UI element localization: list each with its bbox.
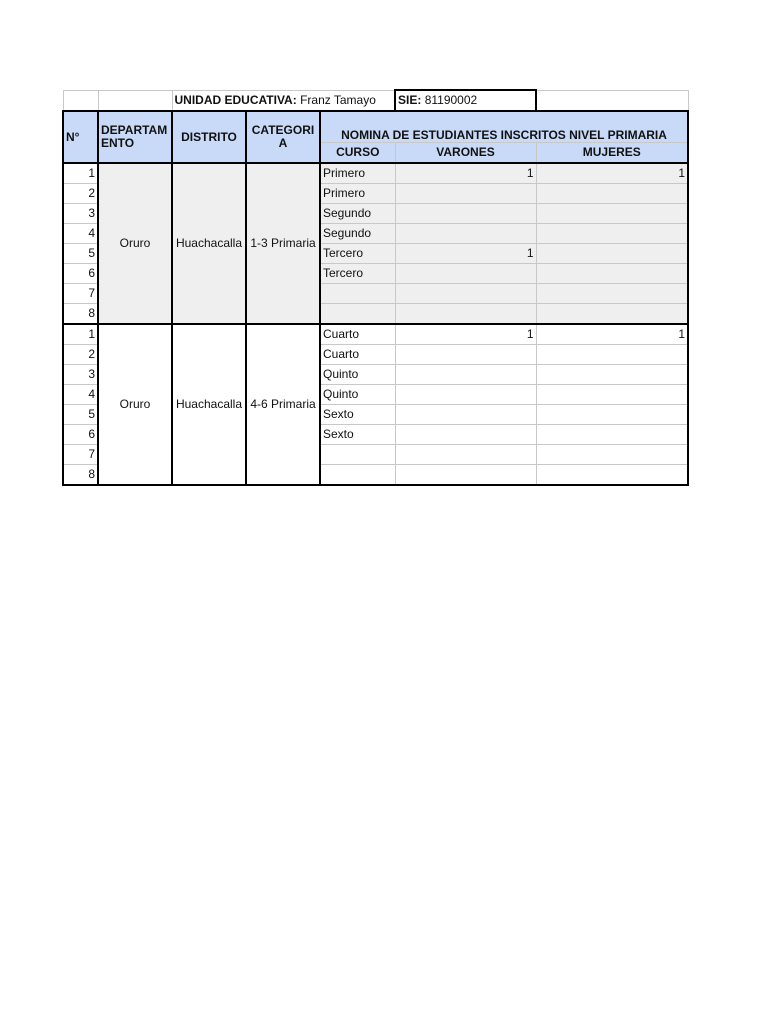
mujeres-cell [536,184,688,204]
row-number-cell: 5 [63,405,98,425]
mujeres-cell [536,284,688,304]
categoria-cell: 4-6 Primaria [246,324,320,485]
row-number-cell: 4 [63,385,98,405]
curso-cell: Sexto [320,405,395,425]
varones-cell [395,425,536,445]
curso-cell: Segundo [320,204,395,224]
mujeres-cell: 1 [536,163,688,184]
varones-cell [395,365,536,385]
school-label: UNIDAD EDUCATIVA: [174,92,297,107]
distrito-cell: Huachacalla [172,324,246,485]
departamento-cell: Oruro [98,163,172,324]
row-number-cell: 3 [63,365,98,385]
varones-cell: 1 [395,244,536,264]
varones-cell [395,304,536,325]
mujeres-cell [536,425,688,445]
mujeres-header: MUJERES [536,143,688,164]
varones-header: VARONES [395,143,536,164]
mujeres-cell [536,465,688,486]
mujeres-cell [536,405,688,425]
varones-cell [395,345,536,365]
row-number-cell: 2 [63,345,98,365]
table-row [63,324,688,345]
varones-cell: 1 [395,324,536,345]
curso-cell: Primero [320,163,395,184]
enrollment-sheet [62,89,687,486]
curso-cell [320,284,395,304]
mujeres-cell: 1 [536,324,688,345]
row-number-cell: 6 [63,264,98,284]
row-number-cell: 8 [63,304,98,325]
mujeres-cell [536,345,688,365]
varones-cell [395,204,536,224]
sie-code: 81190002 [424,93,478,107]
curso-cell: Segundo [320,224,395,244]
sie-label: SIE: [398,93,422,107]
row-number-cell: 7 [63,445,98,465]
categoria-cell: 1-3 Primaria [246,163,320,324]
curso-cell: Tercero [320,264,395,284]
school-info-row [63,90,688,111]
curso-cell: Tercero [320,244,395,264]
curso-cell [320,304,395,325]
sie-cell [395,90,536,111]
mujeres-cell [536,204,688,224]
school-name: Franz Tamayo [300,92,376,107]
curso-cell [320,445,395,465]
mujeres-cell [536,264,688,284]
blank-cell [63,90,98,111]
enrollment-table [62,89,689,486]
nomina-header: NOMINA DE ESTUDIANTES INSCRITOS NIVEL PRIMARIA [320,111,688,143]
blank-cell [98,90,172,111]
distrito-cell: Huachacalla [172,163,246,324]
mujeres-cell [536,365,688,385]
table-row [63,163,688,184]
row-number-cell: 5 [63,244,98,264]
curso-cell: Quinto [320,385,395,405]
categoria-header: CATEGORIA [246,111,320,163]
blank-cell [536,90,688,111]
varones-cell [395,385,536,405]
school-name-cell [172,90,395,111]
mujeres-cell [536,304,688,325]
varones-cell [395,284,536,304]
row-number-cell: 6 [63,425,98,445]
curso-cell [320,465,395,486]
header-row-1 [63,111,688,143]
row-number-cell: 2 [63,184,98,204]
varones-cell [395,224,536,244]
varones-cell [395,465,536,486]
varones-cell: 1 [395,163,536,184]
varones-cell [395,184,536,204]
row-number-cell: 8 [63,465,98,486]
distrito-header: DISTRITO [172,111,246,163]
varones-cell [395,445,536,465]
row-number-cell: 3 [63,204,98,224]
curso-cell: Cuarto [320,324,395,345]
row-number-cell: 4 [63,224,98,244]
departamento-cell: Oruro [98,324,172,485]
mujeres-cell [536,445,688,465]
curso-header: CURSO [320,143,395,164]
curso-cell: Cuarto [320,345,395,365]
curso-cell: Sexto [320,425,395,445]
row-number-cell: 7 [63,284,98,304]
departamento-header: DEPARTAMENTO [98,111,172,163]
row-number-cell: 1 [63,163,98,184]
mujeres-cell [536,244,688,264]
curso-cell: Quinto [320,365,395,385]
mujeres-cell [536,224,688,244]
varones-cell [395,264,536,284]
num-header: N° [63,111,98,163]
curso-cell: Primero [320,184,395,204]
mujeres-cell [536,385,688,405]
varones-cell [395,405,536,425]
row-number-cell: 1 [63,324,98,345]
